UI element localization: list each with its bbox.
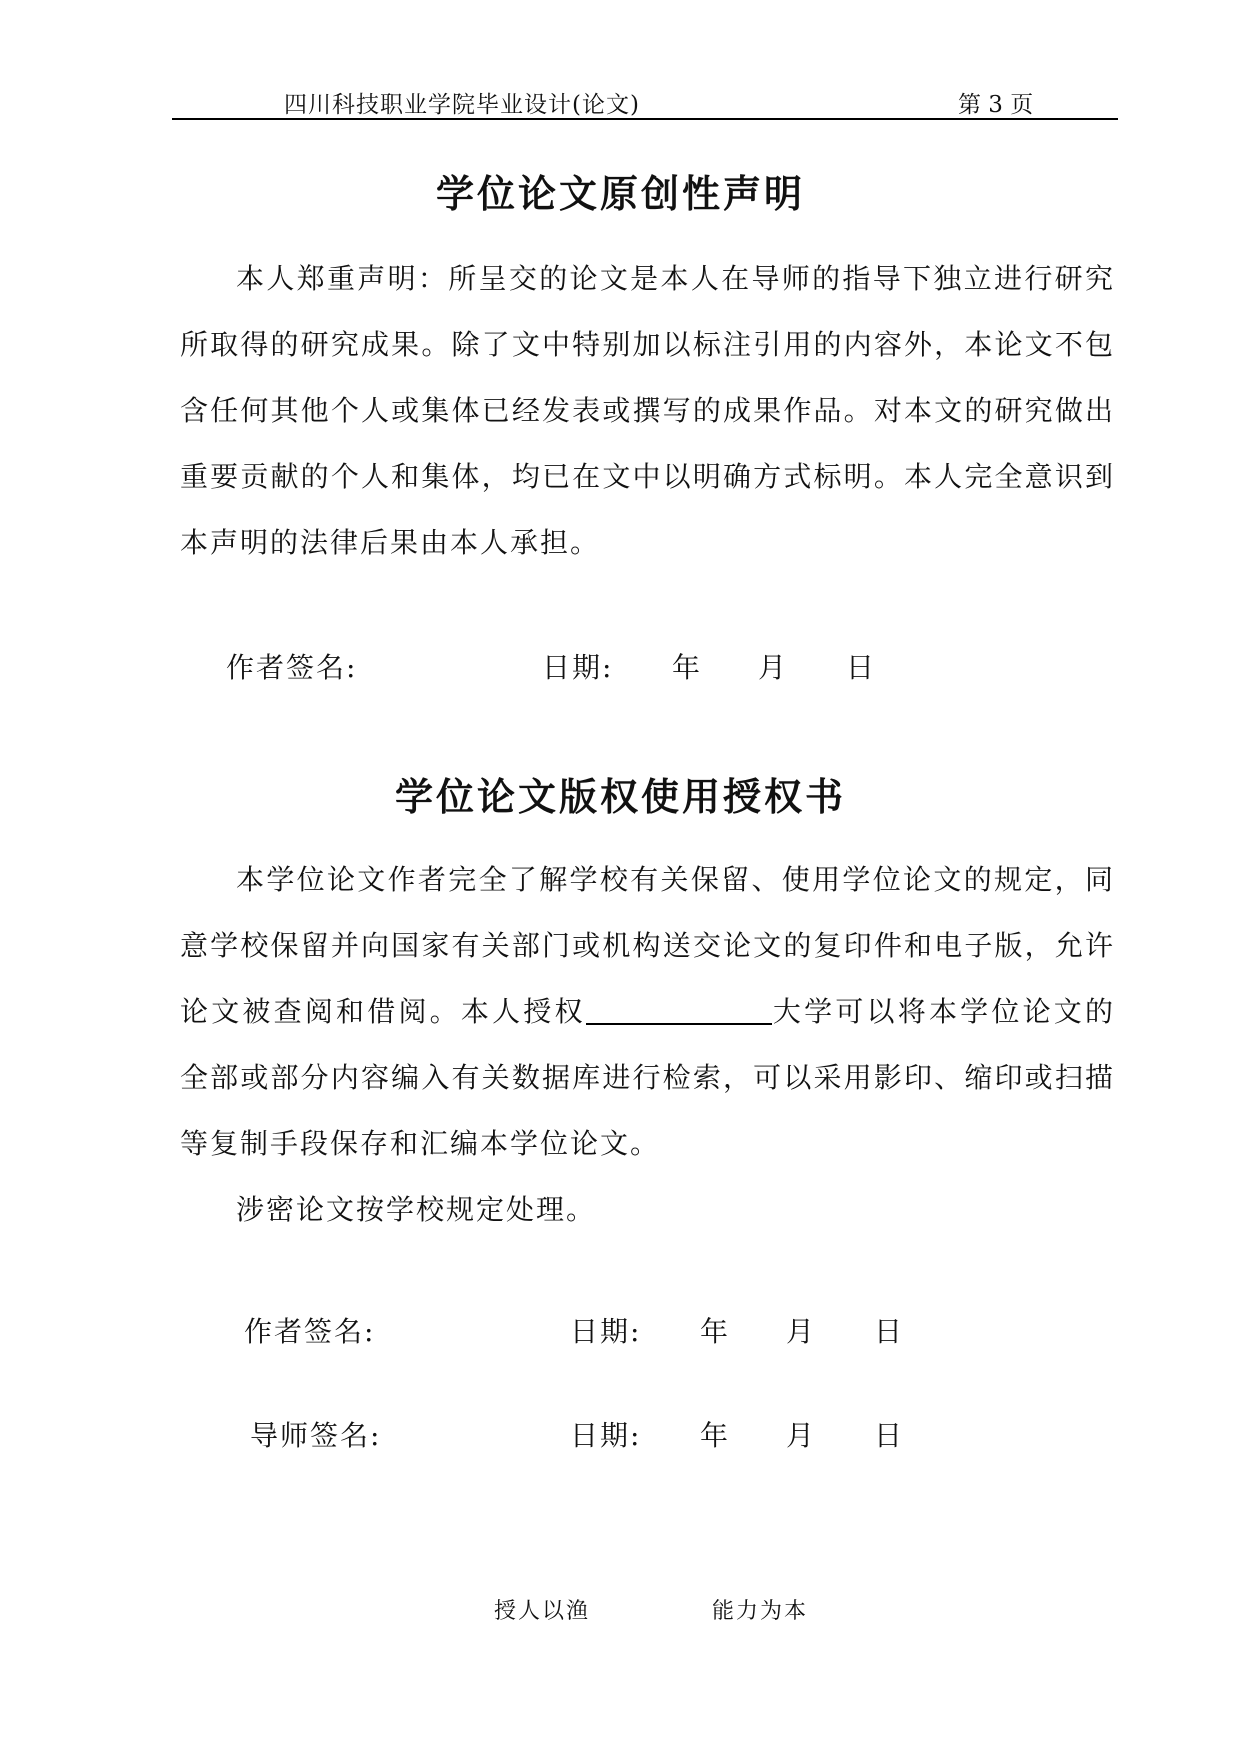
date-label: 日期: — [542, 651, 614, 684]
footer-motto-left: 授人以渔 — [494, 1599, 591, 1624]
secret-note: 涉密论文按学校规定处理。 — [236, 1193, 597, 1226]
authorization-body-part2: 大学可以将本学位论文的全部或部分内容编入有关数据库进行检索，可以采用影印、缩印或扫描等复制手段保存和汇编本学位论文。 — [180, 995, 1115, 1160]
day-label: 日 — [846, 651, 877, 684]
footer-motto-right: 能力为本 — [712, 1599, 809, 1624]
university-name-blank — [586, 995, 772, 1025]
header-page-number: 第 3 页 — [958, 92, 1034, 118]
month-label: 月 — [786, 1419, 817, 1452]
date-label: 日期: — [570, 1315, 642, 1348]
declaration-title: 学位论文原创性声明 — [435, 172, 805, 216]
advisor-signature-label: 导师签名: — [250, 1419, 382, 1452]
declaration-body: 本人郑重声明：所呈交的论文是本人在导师的指导下独立进行研究所取得的研究成果。除了文中特别加以标注引用的内容外，本论文不包含任何其他个人或集体已经发表或撰写的成果作品。对本文的研究做出重要贡献的个人和集体，均已在文中以明确方式标明。本人完全意识到本声明的法律后果由本人承担。 — [180, 262, 1115, 559]
day-label: 日 — [874, 1419, 905, 1452]
authorization-body-part1: 本学位论文作者完全了解学校有关保留、使用学位论文的规定，同意学校保留并向国家有关部门或机构送交论文的复印件和电子版，允许论文被查阅和借阅。本人授权 — [180, 863, 1115, 1028]
author-signature-label: 作者签名: — [244, 1315, 376, 1348]
authorization-title: 学位论文版权使用授权书 — [394, 775, 846, 819]
year-label: 年 — [672, 651, 703, 684]
author-signature-label: 作者签名: — [226, 651, 358, 684]
month-label: 月 — [786, 1315, 817, 1348]
authorization-body — [180, 847, 1115, 1177]
header-title: 四川科技职业学院毕业设计(论文) — [284, 92, 640, 118]
header-divider — [172, 118, 1118, 120]
date-label: 日期: — [570, 1419, 642, 1452]
month-label: 月 — [758, 651, 789, 684]
year-label: 年 — [700, 1419, 731, 1452]
year-label: 年 — [700, 1315, 731, 1348]
day-label: 日 — [874, 1315, 905, 1348]
